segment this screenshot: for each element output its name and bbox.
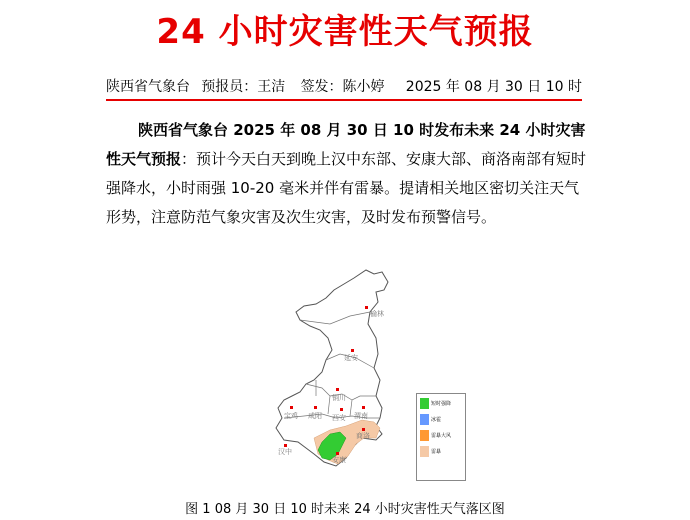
legend-label: 雷暴 [431,449,442,455]
legend-label: 短时强降 [431,401,452,407]
forecast-paragraph [106,116,592,232]
legend-swatch [420,430,429,441]
figure-caption: 图 1 08 月 30 日 10 时未来 24 小时灾害性天气落区图 [185,502,505,517]
header-divider [106,99,582,101]
city-weinan: 渭南 [354,412,368,420]
map-legend [416,393,466,481]
city-baoji: 宝鸡 [284,412,298,420]
city-xian: 西安 [332,414,346,422]
legend-swatch [420,446,429,457]
forecast-title: 24 小时灾害性天气预报 [156,12,534,52]
city-ankang: 安康 [332,456,346,464]
legend-swatch [420,398,429,409]
city-xianyang: 咸阳 [308,412,322,420]
legend-label: 雷暴大风 [431,433,452,439]
forecast-lead: 陕西省气象台 2025 年 08 月 30 日 10 时发布未来 24 小时灾害性天气预报 [106,121,586,168]
legend-item [420,446,441,457]
legend-item [420,414,441,425]
city-shangluo: 商洛 [356,432,370,440]
meta-line [106,76,582,96]
city-tongchuan: 铜川 [332,394,346,402]
legend-swatch [420,414,429,425]
legend-item [420,398,451,409]
city-yulin: 榆林 [370,310,384,318]
legend-label: 冰雹 [431,417,442,423]
forecaster-label: 预报员：王洁 [201,79,286,95]
issue-datetime: 2025 年 08 月 30 日 10 时 [405,79,583,95]
city-yanan: 延安 [344,354,358,362]
legend-item [420,430,451,441]
forecast-body: ：预计今天白天到晚上汉中东部、安康大部、商洛南部有短时强降水，小时雨强 10-20 毫米并伴有雷暴。提请相关地区密切关注天气形势，注意防范气象灾害及次生灾害，及时发布预警信号。 [106,150,587,226]
signer-label: 签发：陈小婷 [300,79,385,95]
city-hanzhong: 汉中 [278,448,292,456]
agency-label: 陕西省气象台 [106,79,190,95]
